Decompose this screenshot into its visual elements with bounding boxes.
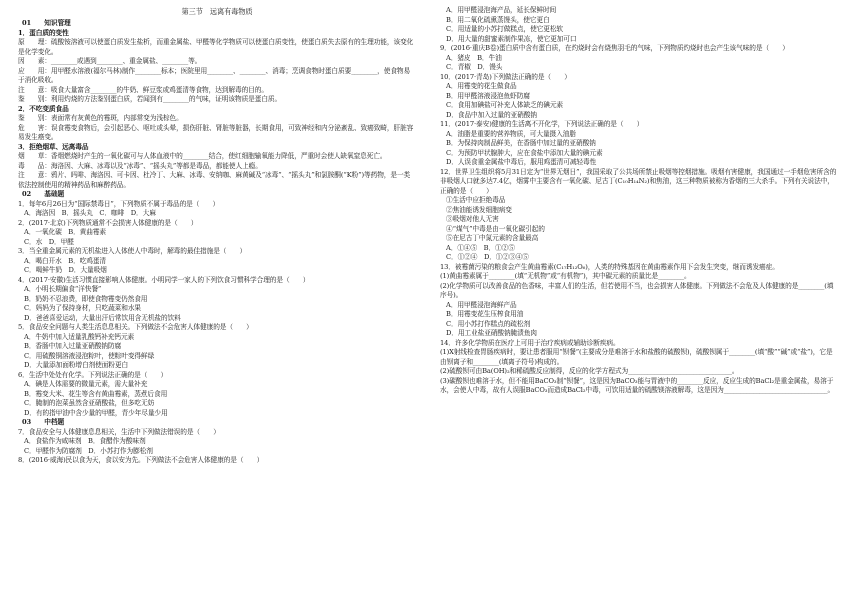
text-line: (2)硫酸钡可由Ba(OH)₂和稀硫酸反应制得，反应的化学方程式为________________________________。 [440, 367, 739, 375]
text-line: 13．被霉菌污染的粮食会产生黄曲霉素(C₁₇H₁₂O₆)，人类的特殊基因在黄曲霉素作用下会发生突变，继而诱发癌症。 [440, 262, 779, 271]
text-line: (2)化学物质可以改善食品的色香味，丰富人们的生活，但若使用不当，也会损害人体健康。下列做法不会危及人体健康的是________(填序号)。 [440, 281, 834, 299]
text-line: 烟 草：香烟燃烧时产生的一氧化碳可与人体血液中的________结合，使红细胞输氧能力降低，严重时会使人缺氧窒息死亡。 [18, 152, 387, 160]
text-line: 鉴 别：表面常有灰黄色的霉斑，内部常变为浅棕色。 [18, 114, 183, 122]
option-line: A．一氧化碳 B．黄曲霉素 [24, 228, 107, 236]
option-line: B．奶奶不忍浪费，即使食物霉变仍然食用 [24, 294, 148, 303]
text-line: 3．当全重金属元素的无机盐进入人体使人中毒时，解毒的最佳措施是（ ） [18, 247, 247, 255]
option-line: A．①④⑤ B．①②⑤ [446, 243, 515, 252]
text-line: 危 害：误食霉变食物后，会引起恶心、呕吐或头晕，损伤肝脏、肾脏等脏器，长期食用，可致神经和内分泌紊乱、致癌致畸，肝脏容易发生癌变。 [18, 123, 414, 141]
option-line: ③吸烟对他人无害 [446, 215, 499, 223]
option-line: B．用霉变花生压榨食用油 [446, 310, 524, 318]
option-line: ②焦油能诱发细胞病变 [446, 205, 512, 214]
option-line: B．为保持肉制品鲜美，在香肠中加过量的亚硝酸钠 [446, 139, 596, 147]
text-line: 原 理：硫酸铵溶液可以使蛋白质发生盐析，而重金属盐、甲醛等化学物质可以使蛋白质变性，使蛋白质失去原有的生理功能，该变化是化学变化。 [18, 38, 414, 56]
text-line: 7．食品安全与人体健康息息相关，生活中下列做法错误的是（ ） [18, 427, 220, 436]
option-line: A．碘是人体需要的微量元素，需大量补充 [24, 380, 148, 388]
option-line: D．有的指甲油中含少量的甲醛，青少年尽量少用 [24, 408, 168, 417]
option-line: D．爸爸喜爱运动，大量出汗后常饮用含无机盐的饮料 [24, 313, 181, 322]
option-line: ①生活中应拒绝毒品 [446, 196, 506, 204]
text-line: 14．许多化学物质在医疗上可用于治疗疾病或辅助诊断疾病。 [440, 338, 620, 347]
topic-heading: 1．蛋白质的变性 [18, 28, 69, 37]
option-line: C．青椒 D．馒头 [446, 63, 503, 71]
right-column [440, 6, 838, 396]
text-line: (3)碳酸钡也难溶于水，但不能用BaCO₃制“钡餐”，这是因为BaCO₃能与胃液中的________反应，反应生成的BaCl₂是重金属盐，易溶于水，会使人中毒，故有人误服BaCO₃而造成BaCl₂中毒，可饮用适量的硫酸镁溶液解毒，这是因为________________________________。 [440, 376, 835, 394]
section-heading: 01 知识管理 [22, 19, 71, 27]
right-column-lines [440, 6, 838, 396]
text-line: 1．每年6月26日为“国际禁毒日”，下列物质不属于毒品的是（ ） [18, 199, 220, 208]
section-heading: 03 中档题 [22, 418, 65, 426]
page-title: 第三节 远离有毒物质 [181, 7, 253, 16]
option-line: A．食盐作为咸味剂 B．食醋作为酸味剂 [24, 437, 146, 445]
text-line: 9．(2016·重庆B卷)蛋白质中含有蛋白质，在灼烧时会有烧焦羽毛的气味，下列物质灼烧时也会产生该气味的是（ ） [440, 44, 789, 52]
text-line: 10．(2017·青岛)下列做法正确的是（ ） [440, 72, 571, 81]
option-line: C．用硫酸铜溶液浸泡粽叶，使粽叶变得鲜绿 [24, 351, 155, 360]
left-column [18, 6, 416, 466]
option-line: A．油脂是重要的营养物质，可大量摄入油脂 [446, 129, 576, 138]
text-line: 11．(2017·泰安)健康的生活离不开化学，下列说法正确的是（ ） [440, 120, 644, 128]
option-line: ④“煤气”中毒是由一氧化碳引起的 [446, 224, 545, 233]
text-line: (1)X射线检查胃肠疾病时，要让患者服用“钡餐”(主要成分是难溶于水和盐酸的硫酸钡)，硫酸钡属于________(填“酸”“碱”或“盐”)，它是由钡离子和________(填离子符号)构成的。 [440, 348, 833, 366]
text-line: 注 意：鸦片、吗啡、海洛因、可卡因、杜冷丁、大麻、冰毒、安纳咖、麻黄碱及“冰毒”、“摇头丸”和氯胺酮(“K粉”)等药物，是一类依法控制使用的精神药品和麻醉药品。 [18, 171, 411, 189]
option-line: A．用甲醛浸泡海鲜产品 [446, 300, 517, 309]
option-line: D．食品中加入过量的亚硝酸钠 [446, 110, 537, 119]
text-line: 因 素：________或遇到________、重金属盐、________等。 [18, 57, 202, 65]
text-line: 注 意：吸食大量富含________的牛奶、鲜豆浆或鸡蛋清等食物，达到解毒的目的。 [18, 85, 268, 94]
option-line: C．甲醛作为防腐剂 D．小苏打作为膨松剂 [24, 446, 153, 455]
option-line: C．喝鲜牛奶 D．大量吸烟 [24, 266, 107, 274]
option-line: C．用小苏打作糕点的疏松剂 [446, 319, 531, 328]
option-line: D．用大量的甜蜜素制作果冻，使它更加可口 [446, 34, 577, 43]
topic-heading: 2．不吃变质食品 [18, 104, 69, 113]
text-line: 12．世界卫生组织将5月31日定为“世界无烟日”，我国采取了公共场所禁止吸烟等控烟措施。吸烟有害健康，我国通过一手烟危害所含的非吸烟人口就多达7.4亿，烟雾中主要含有一氧化碳、尼古丁(C₁₀H₁₄N₂)和焦油，这三种物质被称为香烟的三大杀手。下列有关说法中，正确的是（ ） [440, 167, 837, 195]
option-line: A．小明长期偏食“洋快餐” [24, 285, 102, 293]
topic-heading: 3．拒绝烟草、远离毒品 [18, 142, 89, 151]
option-line: B．用二氧化硫熏蒸馒头，使它更白 [446, 15, 550, 24]
option-line: C．为预防甲状腺肿大，应在食盐中添加大量的碘元素 [446, 148, 603, 157]
option-line: D．用工业盐亚硝酸钠腌渍鱼肉 [446, 329, 537, 337]
text-line: (1)黄曲霉素属于________(填“无机物”或“有机物”)，其中碳元素的质量比是________。 [440, 272, 691, 280]
option-line: C．食用加碘盐可补充人体缺乏的碘元素 [446, 101, 564, 109]
option-line: C．水 D．甲醛 [24, 237, 74, 246]
option-line: C．用适量的小苏打做糕点，使它更松软 [446, 25, 564, 33]
text-line: 应 用：用甲醛水溶液(福尔马林)制作________标本；医院里用________、________、消毒；烹调食物时蛋白质要________，使食物易于消化吸收。 [18, 66, 411, 84]
option-line: C．妈妈为了保持身材，只吃蔬菜和水果 [24, 304, 142, 312]
option-line: B．香肠中加入过量亚硝酸钠防腐 [24, 342, 122, 350]
text-line: 2．(2017·北京)下列物质通常不会损害人体健康的是（ ） [18, 218, 198, 227]
option-line: B．用甲醛溶液浸泡鱼虾防腐 [446, 91, 530, 100]
option-line: D．人误食重金属盐中毒后，服用鸡蛋清可减轻毒性 [446, 158, 597, 166]
left-column-lines [18, 19, 416, 466]
option-line: ⑤在尼古丁中氮元素的含量最高 [446, 234, 539, 242]
option-line: D．大量添加面粉增白剂使面粉更白 [24, 361, 129, 369]
option-line: A．猪皮 B．牛油 [446, 53, 502, 62]
option-line: A．喝白开水 B．吃鸡蛋清 [24, 256, 107, 265]
option-line: C．①②④ D．①②③④⑤ [446, 253, 529, 261]
option-line: A．海洛因 B．摇头丸 C．咖啡 D．大麻 [24, 209, 156, 217]
option-line: A．用霉变的花生做食品 [446, 82, 517, 90]
section-heading: 02 基础题 [22, 190, 65, 198]
text-line: 4．(2017·安徽)生活习惯直接影响人体健康。小明同学一家人的下列饮食习惯科学合理的是（ ） [18, 275, 310, 284]
text-line: 6．生活中处处有化学。下列说法正确的是（ ） [18, 370, 168, 379]
text-line: 8．(2016·威海)民以食为天，食以安为先。下列做法不会危害人体健康的是（ ） [18, 456, 264, 464]
option-line: A．用甲醛浸泡海产品，延长保鲜时间 [446, 6, 557, 14]
option-line: A．牛奶中加入适量乳酸钙补充钙元素 [24, 332, 135, 341]
option-line: B．霉变大米、花生等含有黄曲霉素，蒸煮后食用 [24, 389, 168, 398]
text-line: 鉴 别：利用灼烧的方法鉴别蛋白质，若闻到有________的气味，证明该物质是蛋白质。 [18, 95, 282, 103]
text-line: 5．食品安全问题与人类生活息息相关。下列做法不会危害人体健康的是（ ） [18, 323, 253, 331]
text-line: 毒 品：海洛因、大麻、冰毒以及“冰毒”、“摇头丸”等都是毒品，都能使人上瘾。 [18, 161, 262, 170]
option-line: C．腌制的泡菜虽然含亚硝酸盐，但多吃无妨 [24, 399, 155, 407]
